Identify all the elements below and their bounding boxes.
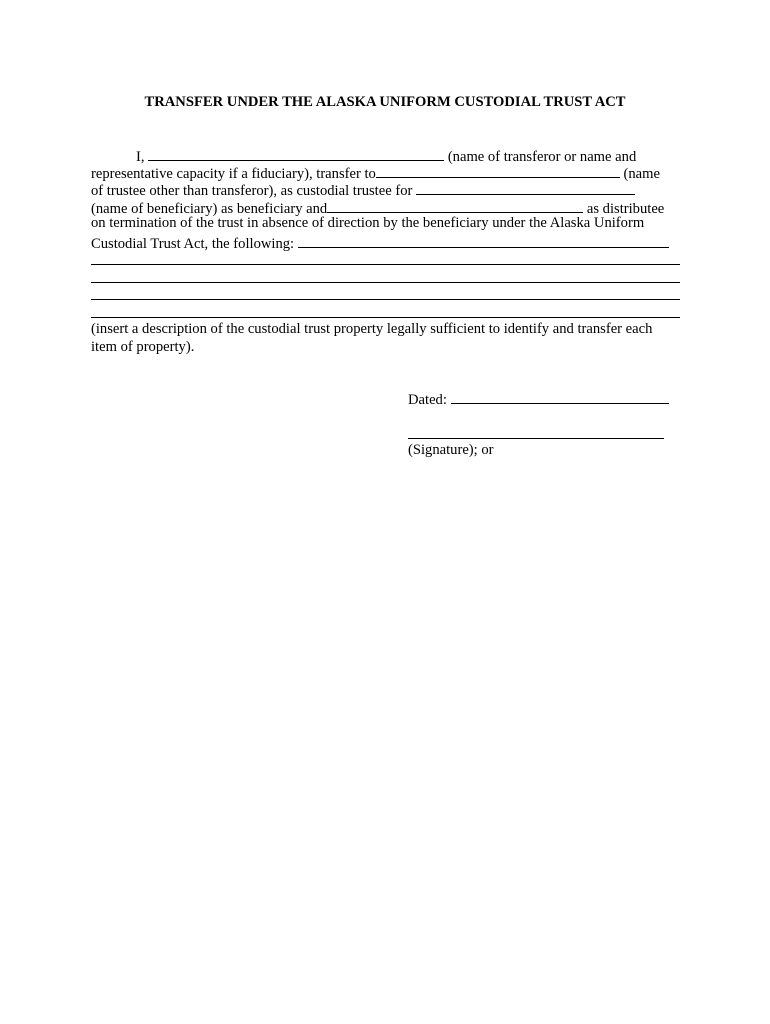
- signature-blank[interactable]: [408, 438, 664, 439]
- para-l3-pre: of trustee other than transferor), as custodial trustee for: [91, 183, 416, 199]
- property-blank-1[interactable]: [298, 233, 669, 248]
- para-l4-post: as distributee: [583, 201, 665, 217]
- description-line-2: item of property).: [91, 339, 195, 355]
- para-line-5: on termination of the trust in absence of direction by the beneficiary under the Alaska Uniform: [91, 215, 645, 231]
- document-title: TRANSFER UNDER THE ALASKA UNIFORM CUSTODIAL TRUST ACT: [144, 94, 626, 110]
- transferor-name-blank[interactable]: [148, 146, 444, 161]
- para-line-3: [91, 180, 635, 200]
- para-l2-post: (name: [619, 166, 660, 182]
- property-blank-3[interactable]: [91, 282, 680, 283]
- property-blank-5[interactable]: [91, 317, 680, 318]
- property-blank-2[interactable]: [91, 264, 680, 265]
- dated-blank[interactable]: [451, 389, 669, 404]
- para-l1-post: (name of transferor or name and: [444, 149, 637, 165]
- para-l4-pre: (name of beneficiary) as beneficiary and: [91, 201, 328, 217]
- distributee-name-blank[interactable]: [327, 198, 583, 213]
- signature-label: (Signature); or: [408, 442, 494, 458]
- para-l1-pre: I,: [136, 149, 149, 165]
- trustee-name-blank[interactable]: [376, 163, 620, 178]
- para-line-6: [91, 233, 669, 253]
- para-l2-pre: representative capacity if a fiduciary), transfer to: [91, 166, 376, 182]
- description-line-1: (insert a description of the custodial trust property legally sufficient to identify and transfer each: [91, 321, 653, 337]
- beneficiary-name-blank[interactable]: [416, 180, 635, 195]
- dated-line: [408, 389, 669, 409]
- dated-label: Dated:: [408, 392, 451, 408]
- property-blank-4[interactable]: [91, 299, 680, 300]
- para-l6-pre: Custodial Trust Act, the following:: [91, 236, 298, 252]
